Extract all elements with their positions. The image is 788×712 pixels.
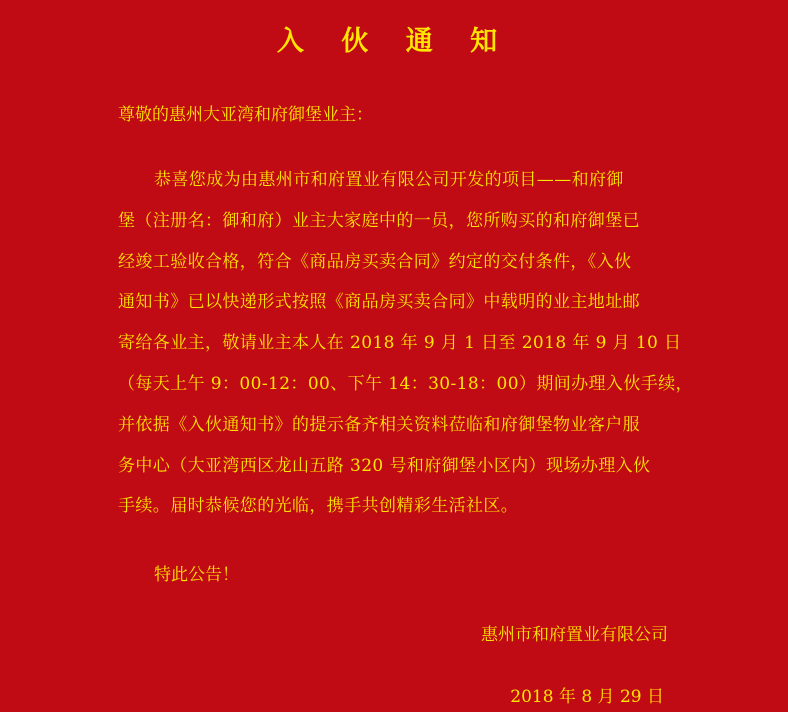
- body-line: 恭喜您成为由惠州市和府置业有限公司开发的项目——和府御: [154, 170, 624, 190]
- body-line: 务中心（大亚湾西区龙山五路 320 号和府御堡小区内）现场办理入伙: [118, 455, 651, 476]
- body-line: 手续。届时恭候您的光临，携手共创精彩生活社区。: [118, 496, 519, 517]
- body-line: （每天上午 9：00-12：00、下午 14：30-18：00）期间办理入伙手续，: [118, 373, 693, 394]
- salutation: 尊敬的惠州大亚湾和府御堡业主：: [118, 105, 373, 125]
- notice-title: 入 伙 通 知: [276, 26, 512, 57]
- body-line: 堡（注册名：御和府）业主大家庭中的一员，您所购买的和府御堡已: [118, 210, 640, 231]
- body-line: 并依据《入伙通知书》的提示备齐相关资料莅临和府御堡物业客户服: [118, 414, 640, 435]
- company-signature: 惠州市和府置业有限公司: [481, 625, 668, 645]
- notice-body: [118, 160, 693, 527]
- announcement: 特此公告！: [154, 565, 239, 585]
- notice-date: 2018 年 8 月 29 日: [510, 687, 664, 707]
- body-line: 通知书》已以快递形式按照《商品房买卖合同》中载明的业主地址邮: [118, 292, 640, 313]
- body-line: 寄给各业主，敬请业主本人在 2018 年 9 月 1 日至 2018 年 9 月 10 日: [118, 333, 682, 354]
- body-line: 经竣工验收合格，符合《商品房买卖合同》约定的交付条件，《入伙: [118, 251, 632, 272]
